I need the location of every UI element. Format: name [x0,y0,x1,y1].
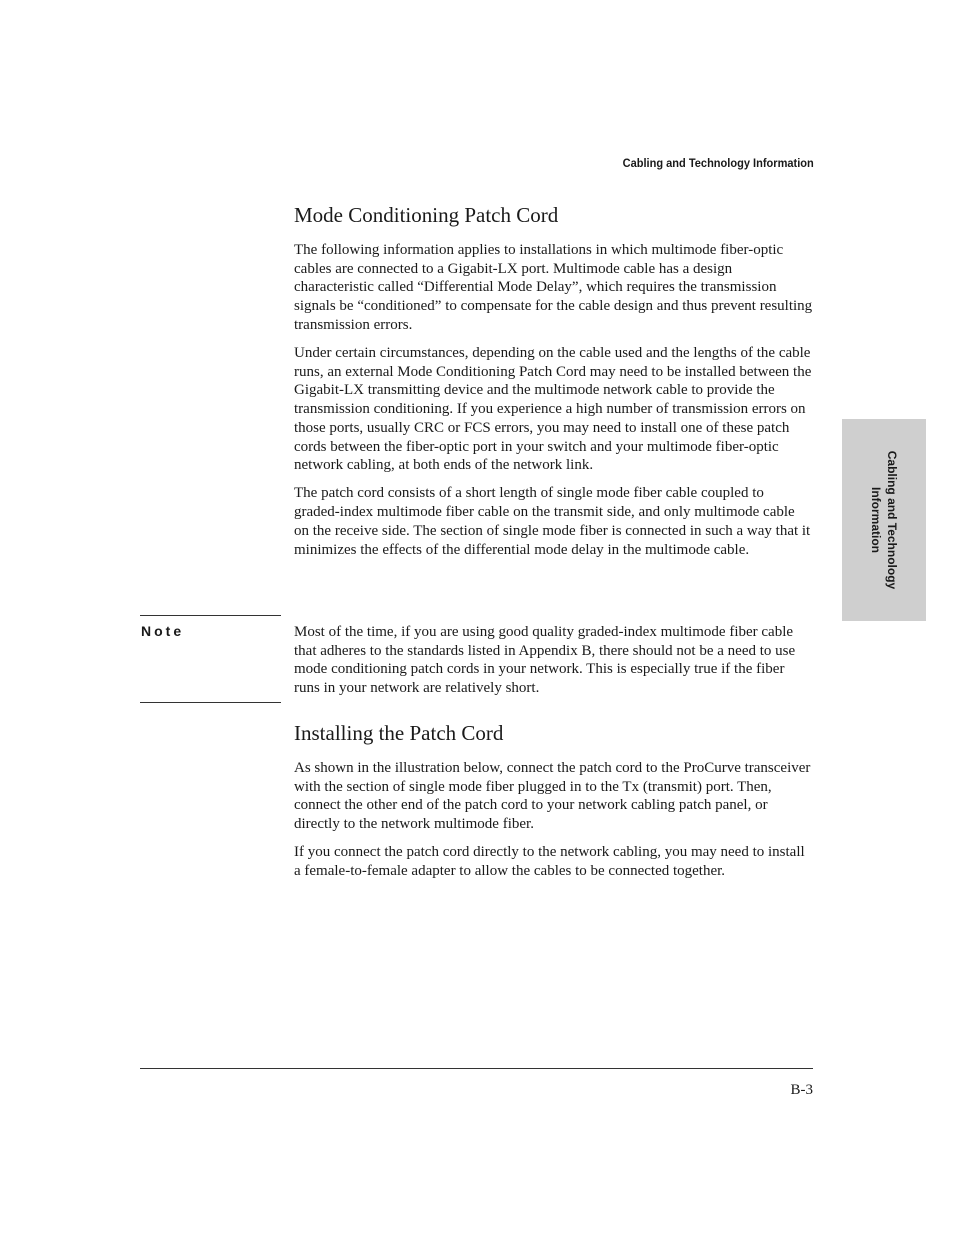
section-title: Installing the Patch Cord [294,721,504,745]
note-divider-top [140,615,281,616]
chapter-side-tab [842,419,926,621]
section-installing [294,720,813,890]
section-mode-conditioning [294,202,813,569]
side-tab-line: Information [869,487,883,553]
paragraph: The patch cord consists of a short length of single mode fiber cable coupled to graded-index multimode fiber cable on the transmit side, and only multimode cable on the receive side. The section of single mode fiber is connected in such a way that it minimizes the effects of the differential mode delay in the multimode cable. [294,485,811,558]
note-text: Most of the time, if you are using good quality graded-index multimode fiber cable that adheres to the standards listed in Appendix B, there should not be a need to use mode conditioning patch cords in your network. This is especially true if the fiber runs in your network are relatively short. [294,624,796,697]
side-tab-label [868,420,900,620]
note-label: Note [141,623,185,639]
paragraph: Under certain circumstances, depending on the cable used and the lengths of the cable runs, an external Mode Conditioning Patch Cord may need to be installed between the Gigabit-LX transmitting device and the multimode network cable to provide the transmission conditioning. If you experience a high number of transmission errors on those ports, usually CRC or FCS errors, you may need to install one of these patch cords between the fiber-optic port in your switch and your multimode fiber-optic network cabling, at both ends of the network link. [294,345,812,474]
paragraph: As shown in the illustration below, connect the patch cord to the ProCurve transceiver with the section of single mode fiber plugged in to the Tx (transmit) port. Then, connect the other end of the patch cord to your network cabling patch panel, or directly to the network multimode fiber. [294,760,811,833]
page-number: B-3 [790,1082,813,1098]
running-header: Cabling and Technology Information [622,156,814,170]
paragraph: If you connect the patch cord directly to the network cabling, you may need to install a female-to-female adapter to allow the cables to be connected together. [294,844,805,880]
footer-divider [140,1068,813,1069]
note-divider-bottom [140,702,281,703]
note-block [140,615,813,703]
side-tab-line: Cabling and Technology [885,450,899,590]
section-title: Mode Conditioning Patch Cord [294,203,559,227]
paragraph: The following information applies to installations in which multimode fiber-optic cables are connected to a Gigabit-LX port. Multimode cable has a design characteristic called “Differential Mode Delay”, which requires the transmission signals be “conditioned” to compensate for the cable design and thus prevent resulting transmission errors. [294,242,813,333]
